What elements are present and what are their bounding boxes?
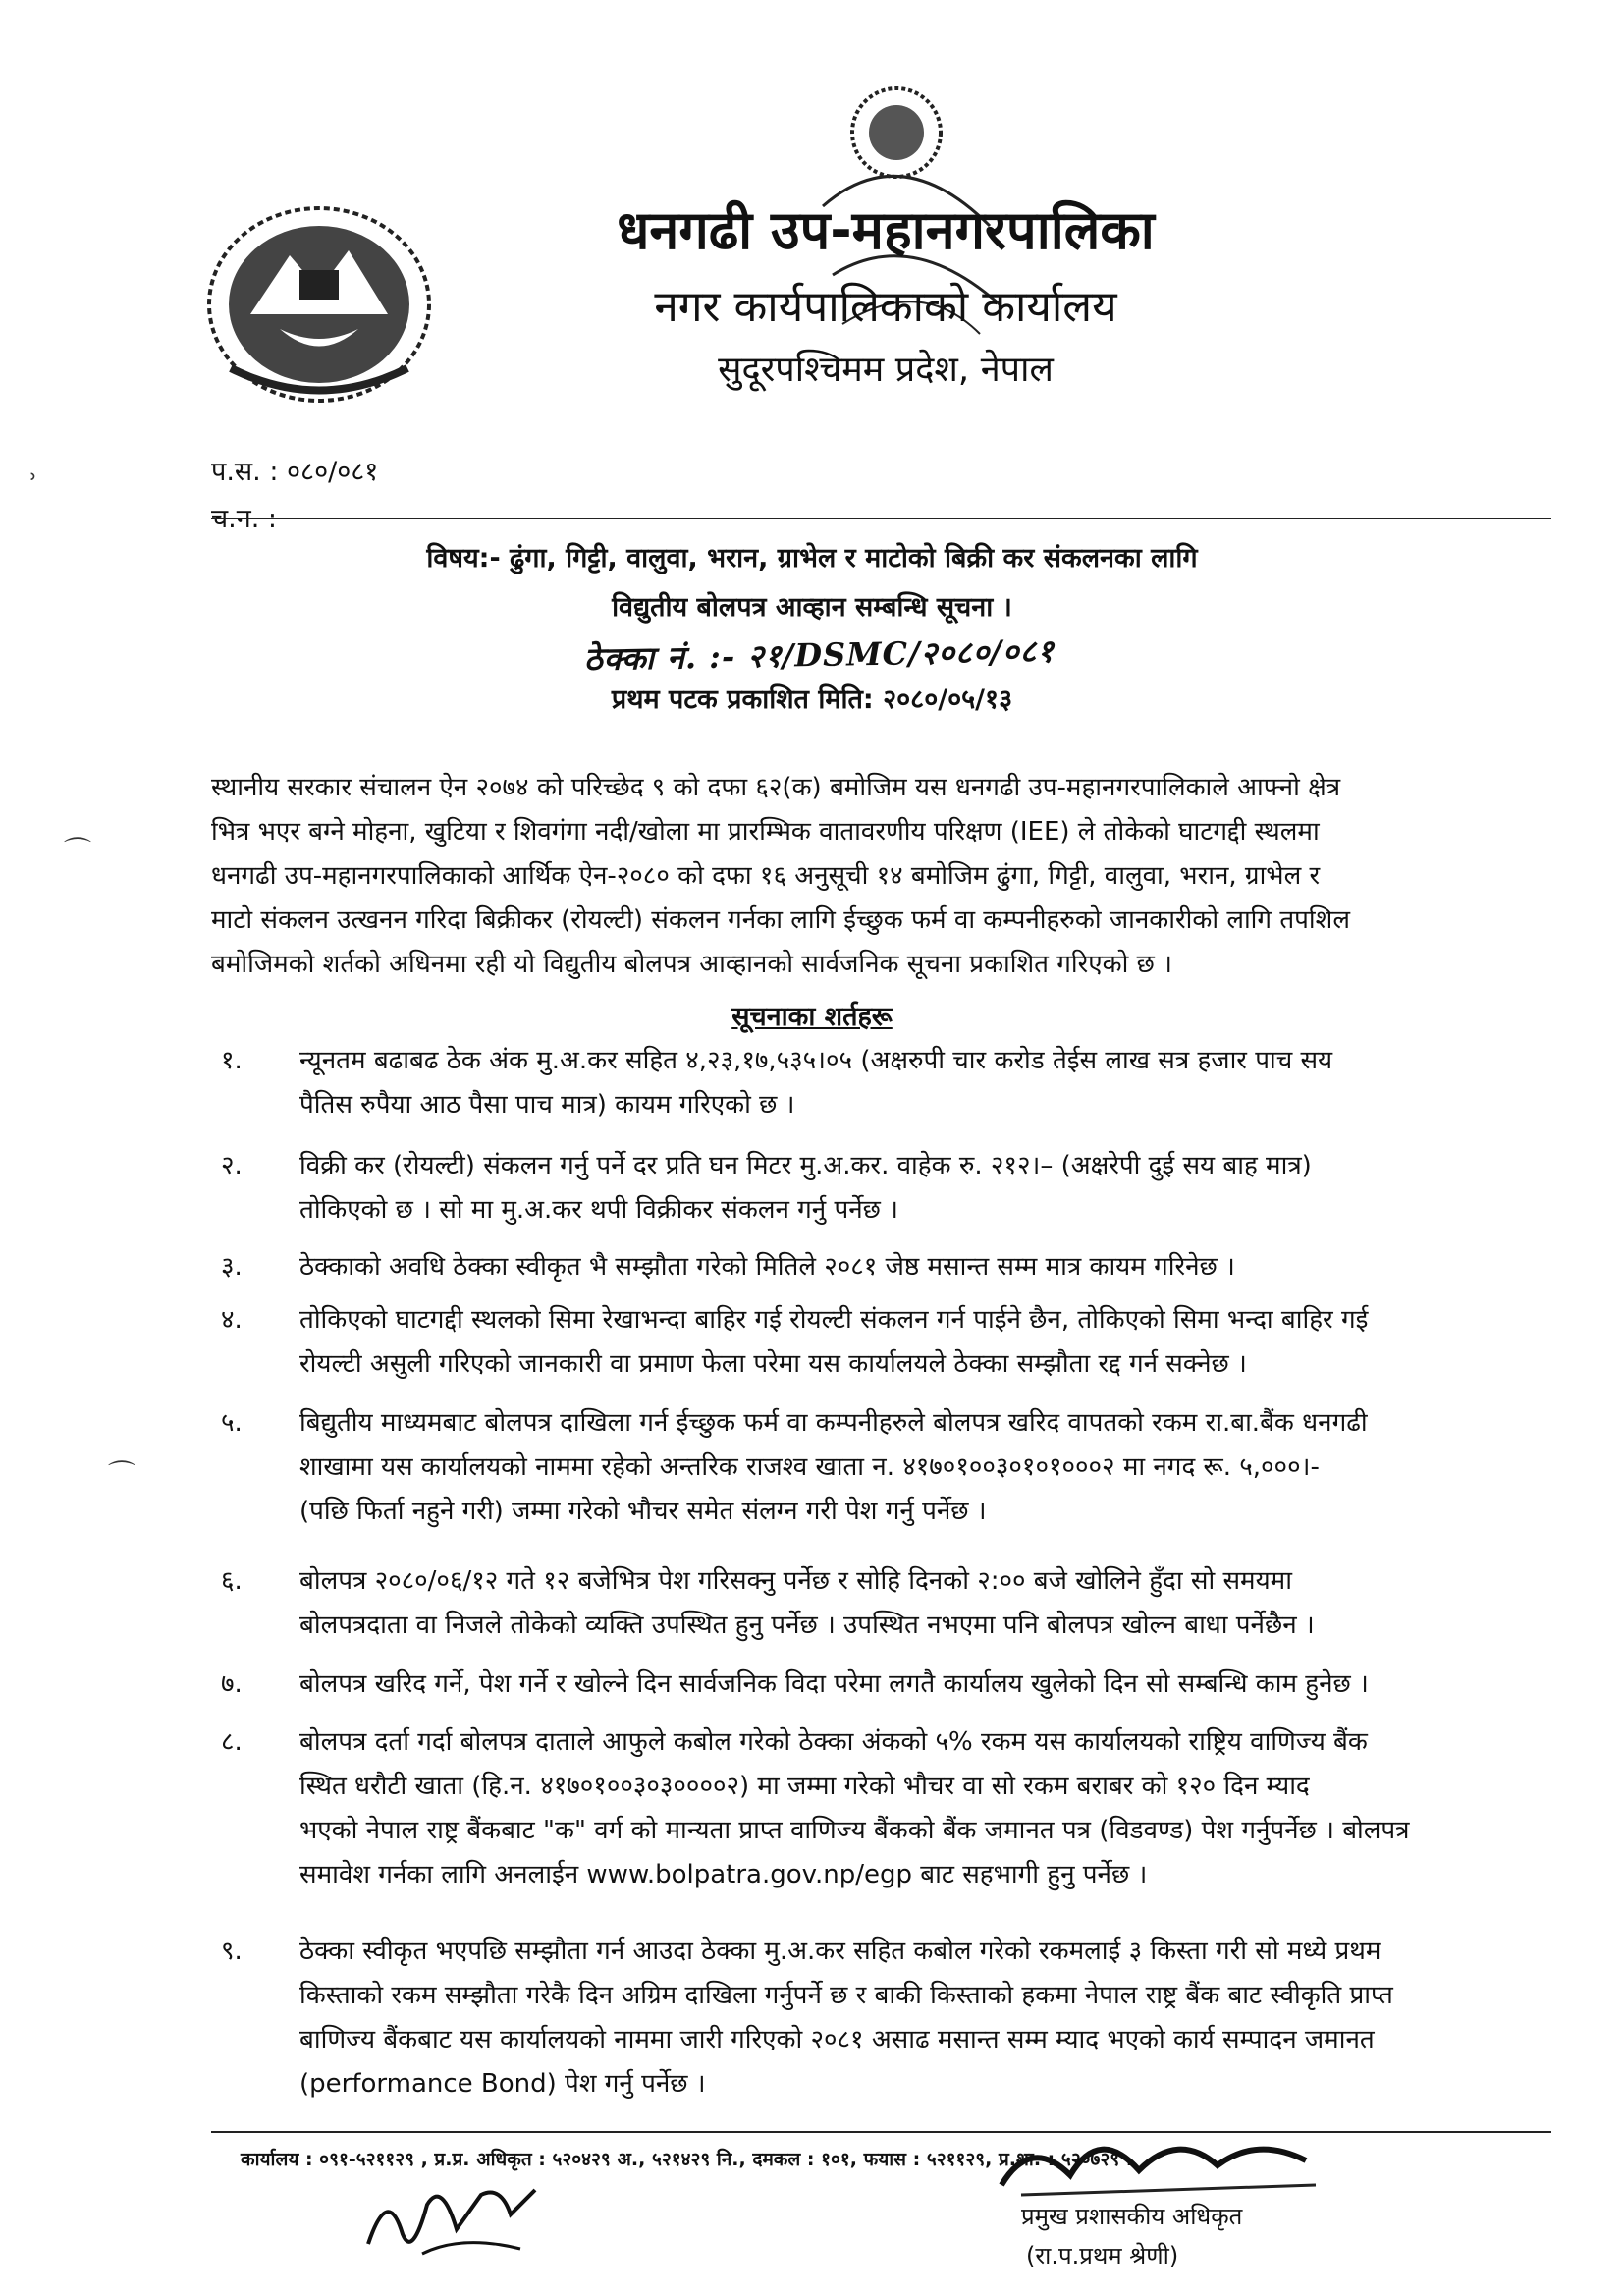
condition-line: (performance Bond) पेश गर्नु पर्नेछ । <box>299 2069 706 2099</box>
chalani-number: च.न. : <box>211 504 277 534</box>
handwritten-signature <box>363 2175 540 2264</box>
condition-line: बोलपत्र २०८०/०६/१२ गते १२ बजेभित्र पेश गरिसक्नु पर्नेछ र सोहि दिनको २:०० बजे खोलिने हुँदा सो समयमा <box>299 1566 1292 1596</box>
condition-line: बोलपत्र दर्ता गर्दा बोलपत्र दाताले आफुले कबोल गरेको ठेक्का अंकको ५% रकम यस कार्यालयको राष्ट्रिय वाणिज्य बैंक <box>299 1727 1368 1757</box>
condition-line: समावेश गर्नका लागि अनलाईन www.bolpatra.gov.np/egp बाट सहभागी हुनु पर्नेछ । <box>299 1860 1148 1889</box>
condition-line: किस्ताको रकम सम्झौता गरेकै दिन अग्रिम दाखिला गर्नुपर्ने छ र बाकी किस्ताको हकमा नेपाल राष्ट्र बैंक बाट स्वीकृति प्राप्त <box>299 1981 1393 2010</box>
intro-line: धनगढी उप-महानगरपालिकाको आर्थिक ऐन-२०८० को दफा १६ अनुसूची १४ बमोजिम ढुंगा, गिट्टी, वालुवा, भरान, ग्राभेल र <box>211 861 1321 891</box>
condition-number: ६. <box>221 1566 243 1596</box>
condition-item <box>211 1298 1556 1387</box>
conditions-title: सूचनाका शर्तहरू <box>731 1002 893 1032</box>
condition-number: १. <box>221 1046 243 1075</box>
intro-line: बमोजिमको शर्तको अधिनमा रही यो विद्युतीय बोलपत्र आव्हानको सार्वजनिक सूचना प्रकाशित गरिएको छ । <box>211 950 1172 979</box>
condition-line: बिद्युतीय माध्यमबाट बोलपत्र दाखिला गर्न ईच्छुक फर्म वा कम्पनीहरुले बोलपत्र खरिद वापतको रकम रा.बा.बैंक धनगढी <box>299 1408 1368 1438</box>
margin-mark: ⌒ <box>64 835 92 867</box>
condition-line: भएको नेपाल राष्ट्र बैंकबाट "क" वर्ग को मान्यता प्राप्त वाणिज्य बैंकको बैंक जमानत पत्र (विडवण्ड) पेश गर्नुपर्नेछ । बोलपत्र <box>299 1816 1410 1845</box>
condition-item <box>211 1930 1556 2106</box>
condition-line: शाखामा यस कार्यालयको नाममा रहेको अन्तरिक राजश्व खाता न. ४१७०१००३०१०१०००२ मा नगद रू. ५,०००।- <box>299 1452 1320 1482</box>
condition-line: पैतिस रुपैया आठ पैसा पाच मात्र) कायम गरिएको छ । <box>299 1090 795 1120</box>
condition-line: न्यूनतम बढाबढ ठेक अंक मु.अ.कर सहित ४,२३,१७,५३५।०५ (अक्षरुपी चार करोड तेईस लाख सत्र हजार पाच सय <box>299 1046 1333 1075</box>
condition-number: २. <box>221 1151 243 1180</box>
condition-item <box>211 1039 1556 1127</box>
condition-number: ९. <box>221 1937 243 1966</box>
subject-line-2: विद्युतीय बोलपत्र आव्हान सम्बन्धि सूचना । <box>612 592 1012 623</box>
condition-line: तोकिएको छ । सो मा मु.अ.कर थपी विक्रीकर संकलन गर्नु पर्नेछ । <box>299 1195 899 1225</box>
margin-mark: ˒ <box>29 462 38 494</box>
intro-line: भित्र भएर बग्ने मोहना, खुटिया र शिवगंगा नदी/खोला मा प्रारम्भिक वातावरणीय परिक्षण (IEE) ले तोकेको घाटगद्दी स्थलमा <box>211 817 1320 847</box>
condition-line: तोकिएको घाटगद्दी स्थलको सिमा रेखाभन्दा बाहिर गई रोयल्टी संकलन गर्न पाईने छैन, तोकिएको सिमा भन्दा बाहिर गई <box>299 1305 1369 1335</box>
condition-line: बाणिज्य बैंकबाट यस कार्यालयको नाममा जारी गरिएको २०८१ असाढ मसान्त सम्म म्याद भएको कार्य सम्पादन जमानत <box>299 2025 1375 2054</box>
condition-item <box>211 1401 1556 1534</box>
footer-divider <box>211 2131 1551 2133</box>
condition-number: ८. <box>221 1727 243 1757</box>
condition-item <box>211 1245 1556 1289</box>
subject-line-1: विषय:- ढुंगा, गिट्टी, वालुवा, भरान, ग्राभेल र माटोको बिक्री कर संकलनका लागि <box>426 543 1198 574</box>
intro-paragraph <box>211 766 1556 987</box>
condition-line: ठेक्का स्वीकृत भएपछि सम्झौता गर्न आउदा ठेक्का मु.अ.कर सहित कबोल गरेको रकमलाई ३ किस्ता गरी सो मध्ये प्रथम <box>299 1937 1381 1966</box>
condition-number: ५. <box>221 1408 243 1438</box>
condition-item <box>211 1144 1556 1232</box>
condition-number: ७. <box>221 1669 243 1699</box>
officer-title: प्रमुख प्रशासकीय अधिकृत <box>1021 2203 1243 2230</box>
condition-line: स्थित धरौटी खाता (हि.न. ४१७०१००३०३००००२) मा जम्मा गरेको भौचर वा सो रकम बराबर को १२० दिन म्याद <box>299 1772 1310 1801</box>
org-name: धनगढी उप-महानगरपालिका <box>617 199 1155 261</box>
intro-line: माटो संकलन उत्खनन गरिदा बिक्रीकर (रोयल्टी) संकलन गर्नका लागि ईच्छुक फर्म वा कम्पनीहरुको जानकारीको लागि तपशिल <box>211 905 1350 935</box>
condition-line: विक्री कर (रोयल्टी) संकलन गर्नु पर्ने दर प्रति घन मिटर मु.अ.कर. वाहेक रु. २१२।– (अक्षरेपी दुई सय बाह मात्र) <box>299 1151 1312 1180</box>
published-date: प्रथम पटक प्रकाशित मिति: २०८०/०५/१३ <box>611 684 1013 715</box>
margin-mark: ⌒ <box>108 1458 136 1491</box>
intro-line: स्थानीय सरकार संचालन ऐन २०७४ को परिच्छेद ९ को दफा ६२(क) बमोजिम यस धनगढी उप-महानगरपालिकाले आफ्नो क्षेत्र <box>211 773 1341 802</box>
condition-item <box>211 1559 1556 1648</box>
condition-item <box>211 1663 1556 1707</box>
officer-rank: (रा.प.प्रथम श्रेणी) <box>1026 2242 1179 2269</box>
condition-line: बोलपत्रदाता वा निजले तोकेको व्यक्ति उपस्थित हुनु पर्नेछ । उपस्थित नभएमा पनि बोलपत्र खोल्न बाधा पर्नेछैन । <box>299 1611 1315 1640</box>
officer-signature-stamp <box>992 2116 1335 2205</box>
condition-number: ४. <box>221 1305 243 1335</box>
tender-number: ठेक्का नं. :- २१/DSMC/२०८०/०८१ <box>583 631 1056 679</box>
footer-contacts: कार्यालय : ०९१-५२११२९ , प्र.प्र. अधिकृत : ५२०४२९ अ., ५२१४२९ नि., दमकल : १०१, फयास : ५२११२९, प्र.शा. : ५२०७२९ . <box>241 2149 1133 2170</box>
office-name: नगर कार्यपालिकाको कार्यालय <box>654 282 1117 332</box>
condition-item <box>211 1721 1556 1897</box>
condition-number: ३. <box>221 1252 243 1282</box>
condition-line: ठेक्काको अवधि ठेक्का स्वीकृत भै सम्झौता गरेको मितिले २०८१ जेष्ठ मसान्त सम्म मात्र कायम गरिनेछ । <box>299 1252 1235 1282</box>
province-name: सुदूरपश्चिमम प्रदेश, नेपाल <box>718 350 1054 390</box>
condition-line: (पछि फिर्ता नहुने गरी) जम्मा गरेको भौचर समेत संलग्न गरी पेश गर्नु पर्नेछ । <box>299 1497 987 1526</box>
patra-sankhya: प.स. : ०८०/०८१ <box>211 457 379 487</box>
condition-line: बोलपत्र खरिद गर्ने, पेश गर्ने र खोल्ने दिन सार्वजनिक विदा परेमा लगतै कार्यालय खुलेको दिन सो सम्बन्धि काम हुनेछ । <box>299 1669 1369 1699</box>
header-divider <box>211 518 1551 519</box>
condition-line: रोयल्टी असुली गरिएको जानकारी वा प्रमाण फेला परेमा यस कार्यालयले ठेक्का सम्झौता रद्द गर्न सक्नेछ । <box>299 1349 1247 1379</box>
